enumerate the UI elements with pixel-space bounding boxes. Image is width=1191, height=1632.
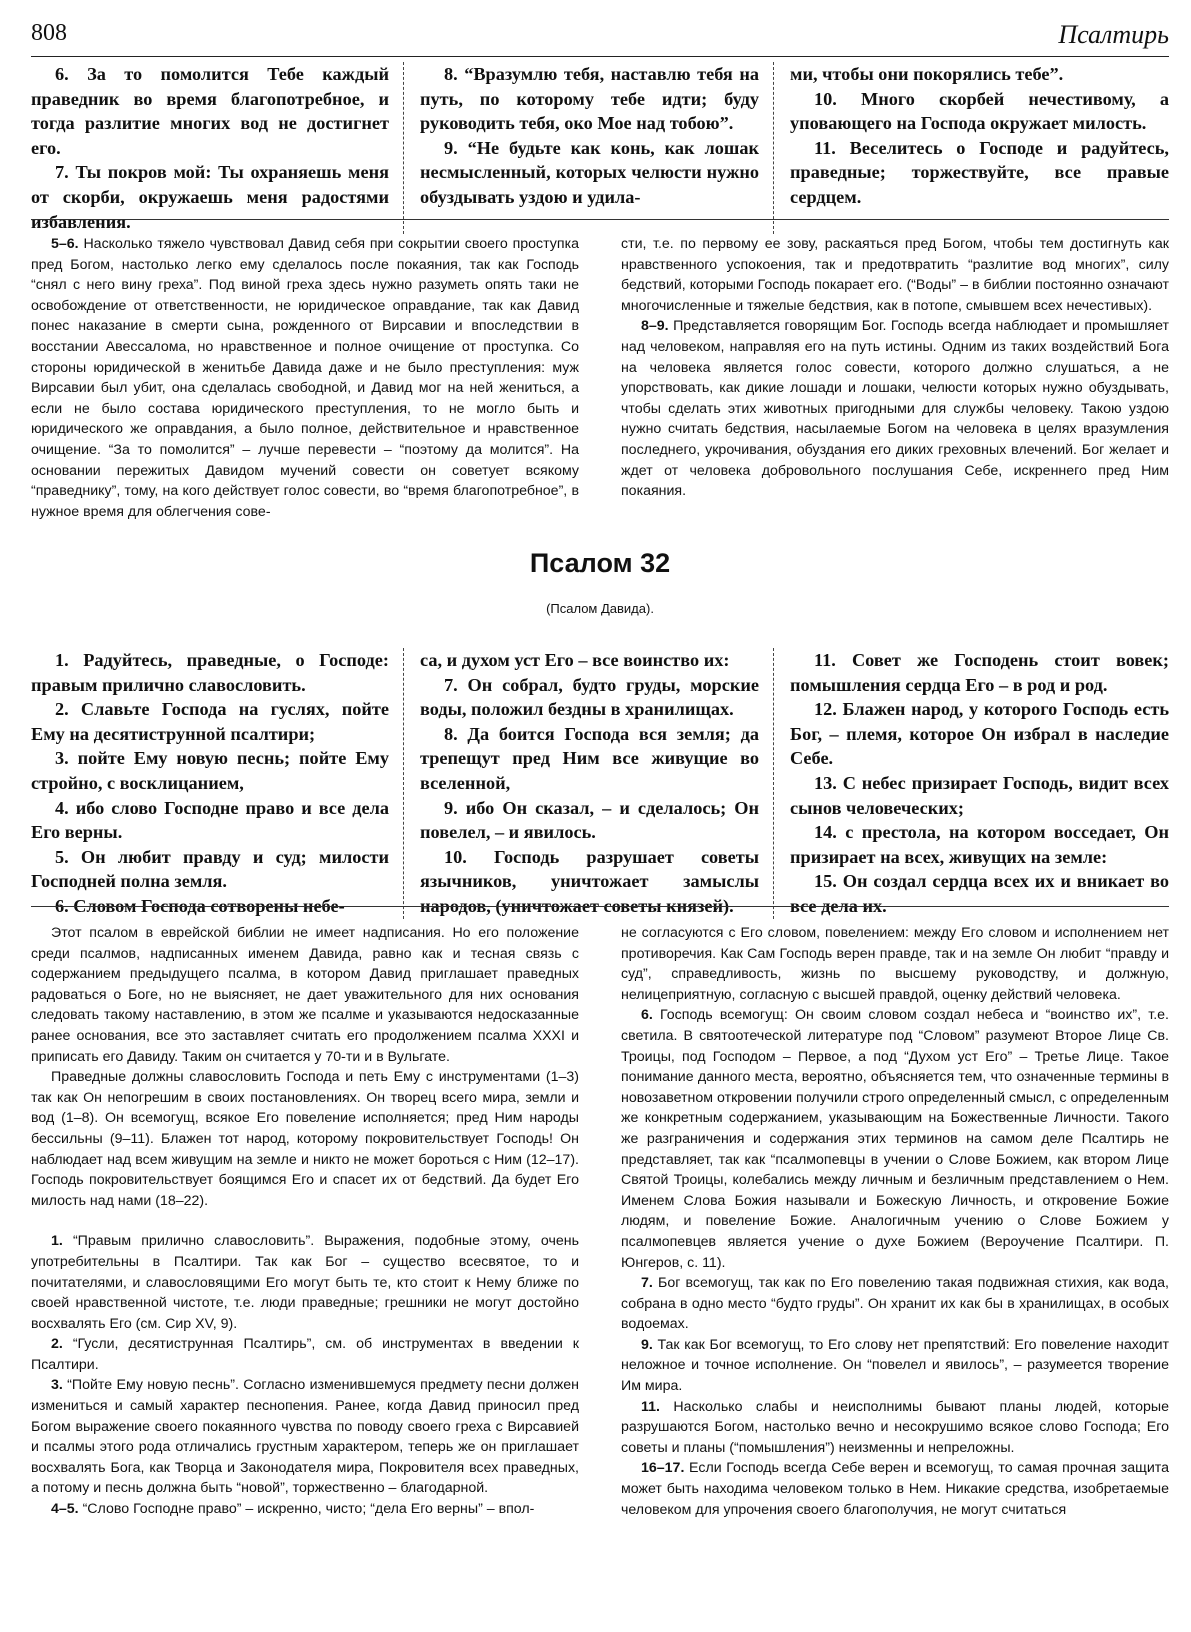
- commentary-column-left: [31, 923, 579, 1520]
- commentary-paragraph: 2. “Гусли, десятиструнная Псалтирь”, см. об инструментах в введении к Псалтири.: [31, 1336, 579, 1373]
- verse: 8. “Вразумлю тебя, наставлю тебя на путь, по которому тебе идти; буду руководить тебя, око Мое над тобою”.: [420, 64, 759, 134]
- verse: 14. с престола, на котором восседает, Он призирает на всех, живущих на земле:: [790, 822, 1169, 867]
- verse: 10. Много скорбей нечестивому, а уповающего на Господа окружает милость.: [790, 88, 1169, 134]
- verse-column-2: [403, 62, 773, 234]
- verse-ref: 1.: [51, 1233, 63, 1250]
- commentary-paragraph: не согласуются с Его словом, повелением: между Его словом и исполнением нет противоречия. Как Сам Господь верен правде, так и на земле Он любит “правду и суд”, справедливость, жизнь по высшему руководству, и должную, нелицеприятную, согласную с высшей правдой, оценку действий человека.: [621, 925, 1169, 1003]
- verse-ref: 6.: [641, 1007, 653, 1024]
- verse-ref: 7.: [641, 1275, 653, 1292]
- commentary-paragraph: 16–17. Если Господь всегда Себе верен и всемогущ, то самая прочная защита может быть находима человеком только в Нем. Никакие средства, изобретаемые человеком для упрочения своего благополучия, не могут считаться: [621, 1460, 1169, 1518]
- verse: 5. Он любит правду и суд; милости Господней полна земля.: [31, 846, 389, 892]
- verse: 10. Господь разрушает советы язычников, уничтожает замыслы народов, (уничтожает советы князей).: [420, 846, 759, 916]
- verse-ref: 9.: [641, 1336, 653, 1353]
- verse-ref: 2.: [51, 1336, 63, 1353]
- commentary-column-right: [621, 923, 1169, 1520]
- commentary-psalm31: [31, 234, 1169, 522]
- commentary-paragraph: сти, т.е. по первому ее зову, раскаяться пред Богом, чтобы тем достигнуть как нравственного успокоения, так и предотвратить “разлитие вод многих”, силу бедствий, которыми Господь покарает его. (“Воды” – в библии постоянно означают многочисленные и тяжелые бедствия, как в потопе, смывшем всех нечестивых).: [621, 236, 1169, 314]
- verse: 15. Он создал сердца всех их и вникает во все дела их.: [790, 871, 1169, 916]
- commentary-paragraph: 9. Так как Бог всемогущ, то Его слову нет препятствий: Его повеление находит неложное и точное исполнение. Он “повелел и явилось”, – разумеется творение Им мира.: [621, 1336, 1169, 1395]
- verse: 6. За то помолится Тебе каждый праведник во время благопотребное, и тогда разлитие многих вод не достигнет его.: [31, 64, 389, 158]
- commentary-column-right: [621, 234, 1169, 522]
- commentary-paragraph: 7. Бог всемогущ, так как по Его повелению такая подвижная стихия, как вода, собрана в одно место “будто груды”. Он хранит их как бы в хранилищах, в особых водоемах.: [621, 1275, 1169, 1333]
- section-rule: [31, 906, 1169, 907]
- verse-continuation: са, и духом уст Его – все воинство их:: [420, 650, 730, 670]
- psalm31-verses: [31, 62, 1169, 234]
- commentary-paragraph: 4–5. “Слово Господне право” – искренно, чисто; “дела Его верны” – впол-: [51, 1501, 535, 1518]
- commentary-paragraph: 1. “Правым прилично славословить”. Выражения, подобные этому, очень употребительны в Псалтири. Так как Бог – существо всесвятое, то и почитателями, и славословящими Его могут быть те, кто стоит к Нему ближе по своей нравственной чистоте, т.е. люди праведные; грешники не могут достойно восхвалять Его (см. Сир XV, 9).: [31, 1233, 579, 1332]
- commentary-column-left: [31, 234, 579, 522]
- commentary-paragraph: 3. “Пойте Ему новую песнь”. Согласно изменившемуся предмету песни должен измениться и самый характер песнопения. Ранее, когда Давид приносил пред Богом выражение своего покаянного чувства по поводу своего греха с Вирсавией и псалмы этого рода отличались грустным характером, теперь же он приглашает восхвалять Бога, как Творца и Законодателя мира, Покровителя всех праведных, а потому и песнь должна быть “новой”, торжественно – благодарной.: [31, 1377, 579, 1497]
- verse-ref: 3.: [51, 1377, 63, 1394]
- verse: 9. ибо Он сказал, – и сделалось; Он повелел, – и явилось.: [420, 797, 759, 843]
- verse-ref: 16–17.: [641, 1460, 685, 1477]
- verse: 2. Славьте Господа на гуслях, пойте Ему на десятиструнной псалтири;: [31, 699, 389, 744]
- header-rule: [31, 56, 1169, 57]
- commentary-psalm32: [31, 923, 1169, 1520]
- verse-ref: 11.: [641, 1398, 660, 1415]
- verse-ref: 4–5.: [51, 1501, 79, 1518]
- verse: 9. “Не будьте как конь, как лошак несмысленный, которых челюсти нужно обуздывать уздою и удила-: [420, 137, 759, 207]
- commentary-paragraph: 11. Насколько слабы и неисполнимы бывают планы людей, которые разрушаются Богом, настолько вечно и несокрушимо всякое слово Господа; Его советы и планы (“помышления”) неизменны и непреложны.: [621, 1398, 1169, 1456]
- verse-column-2: [403, 648, 773, 919]
- commentary-paragraph: Этот псалом в еврейской библии не имеет надписания. Но его положение среди псалмов, надписанных именем Давида, равно как и тесная связь с содержанием предыдущего псалма, в котором Давид приглашает праведных радоваться о Боге, но не выясняет, не дает уважительного для них основания следовать такому наставлению, в этом же псалме и указываются недосказанные ранее основания, все это заставляет считать его продолжением псалма XXXI и приписать его Давиду. Таким он считается у 70-ти и в Вульгате.: [31, 925, 579, 1065]
- commentary-paragraph: 6. Господь всемогущ: Он своим словом создал небеса и “воинство их”, т.е. светила. В святоотеческой литературе под “Словом” разумеют Второе Лице Св. Троицы, под Господом – Первое, а под “Духом уст Его” – Третье Лице. Такое понимание данного места, вероятно, объясняется тем, что означенные термины в новозаветном откровении получили строго определенный смысл, с определенным же конкретным содержанием, указывающим на Божественные Личности. Такого же разграничения и содержания этих терминов на самом деле Псалтирь не представляет, так как “псалмопевцы в учении о Слове Божием, как втором Лице Святой Троицы, колебались между личным и безличным представлением о Нем. Именем Слова Божия называли и Божескую Личность, и откровение Божие людям, и повеление Божие. Аналогичным учению о Слове Божием у псалмопевцев является учение о духе Божием (Вероучение Псалтири. П. Юнгеров, с. 11).: [621, 1007, 1169, 1271]
- verse-ref: 5–6.: [51, 236, 79, 252]
- page-number: 808: [31, 20, 67, 46]
- verse-column-3: [773, 62, 1169, 234]
- verse-continuation: ми, чтобы они покорялись тебе”.: [790, 64, 1064, 84]
- psalm32-verses: [31, 648, 1169, 919]
- verse: 8. Да боится Господа вся земля; да трепещут пред Ним все живущие во вселенной,: [420, 723, 759, 793]
- verse: 6. Словом Господа сотворены небе-: [55, 895, 345, 916]
- verse-column-3: [773, 648, 1169, 919]
- verse: 12. Блажен народ, у которого Господь есть Бог, – племя, которое Он избрал в наследие Себе.: [790, 699, 1169, 769]
- verse: 11. Совет же Господень стоит вовек; помышления сердца Его – в род и род.: [790, 650, 1169, 695]
- book-page: [31, 0, 1169, 1632]
- section-rule: [31, 219, 1169, 220]
- verse-ref: 8–9.: [641, 318, 669, 335]
- commentary-paragraph: 5–6. Насколько тяжело чувствовал Давид себя при сокрытии своего проступка пред Богом, настолько легко ему сделалось после покаяния, так как Господь “снял с него вину греха”. Под виной греха здесь нужно разуметь опять таки не освобождение от ответственности, не юридическое оправдание, так как Давид понес наказание в смерти сына, рожденного от Вирсавии и впоследствии в восстании Авессалома, но нравственное и полное очищение от проступка. Со стороны юридической в женитьбе Давида даже и не было преступления: муж Вирсавии был убит, она сделалась свободной, и Давид мог на ней жениться, а если не было состава юридического преступления, то не могло быть и юридического же оправдания, а было полное, действительное и нравственное очищение. “За то помолится” – лучше перевести – “поэтому да молится”. На основании пережитых Давидом мучений совести он советует всякому “праведнику”, тому, на кого действует голос совести, во “время благопотребное”, в нужное время для облегчения сове-: [31, 236, 579, 520]
- psalm-title: Псалом 32: [529, 548, 671, 578]
- commentary-paragraph: Праведные должны славословить Господа и петь Ему с инструментами (1–3) так как Он непогрешим в своих постановлениях. Он творец всего мира, земли и вод (1–8). Он всемогущ, всякое Его повеление исполняется; пред Ним народы бессильны (9–11). Блажен тот народ, которому покровительствует Господь! Он наблюдает над всем живущим на земле и никто не может бороться с Ним (12–17). Господь покровительствует боящимся Его и спасет их от бедствий. Да будет Его милость над нами (18–22).: [31, 1069, 579, 1209]
- psalm-subtitle: (Псалом Давида).: [546, 601, 654, 616]
- verse-column-1: [31, 648, 403, 919]
- commentary-paragraph: 8–9. Представляется говорящим Бог. Господь всегда наблюдает и промышляет над человеком, направляя его на путь истины. Одним из таких воздействий Бога на человека является голос совести, которого должно слушаться, а не упорствовать, как дикие лошади и лошаки, челюсти которых нужно обуздывать, чтобы сделать этих животных пригодными для службы человеку. Такою уздою нужно считать бедствия, насылаемые Богом на человека в целях вразумления последнего, укрочивания, обуздания его диких греховных влечений. Бог желает и ждет от человека добровольного послушания Себе, искреннего пред Ним покаяния.: [621, 318, 1169, 500]
- verse: 3. пойте Ему новую песнь; пойте Ему стройно, с восклицанием,: [31, 748, 389, 793]
- verse-column-1: [31, 62, 403, 234]
- running-header: [31, 20, 1169, 50]
- book-title: Псалтирь: [1058, 20, 1169, 49]
- verse: 13. С небес призирает Господь, видит всех сынов человеческих;: [790, 772, 1169, 818]
- verse: 7. Ты покров мой: Ты охраняешь меня от скорби, окружаешь меня радостями избавления.: [31, 162, 389, 232]
- verse: 1. Радуйтесь, праведные, о Господе: правым прилично славословить.: [31, 650, 389, 695]
- verse: 7. Он собрал, будто груды, морские воды, положил бездны в хранилищах.: [420, 674, 759, 720]
- verse: 11. Веселитесь о Господе и радуйтесь, праведные; торжествуйте, все правые сердцем.: [790, 137, 1169, 207]
- verse: 4. ибо слово Господне право и все дела Его верны.: [31, 797, 389, 843]
